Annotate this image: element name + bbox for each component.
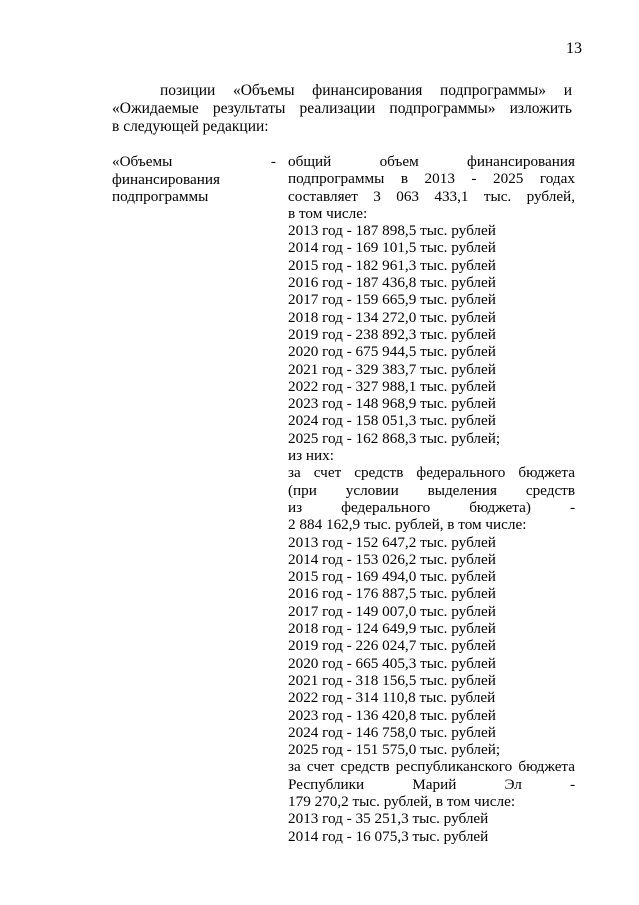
right-line: 2017 год - 149 007,0 тыс. рублей xyxy=(288,602,496,620)
right-line: 2019 год - 226 024,7 тыс. рублей xyxy=(288,637,496,655)
right-line: 2024 год - 158 051,3 тыс. рублей xyxy=(288,412,496,430)
right-line: 2017 год - 159 665,9 тыс. рублей xyxy=(288,291,496,309)
left-line-3: подпрограммы xyxy=(112,188,209,206)
right-line: из федерального бюджета) - xyxy=(288,498,575,516)
right-line: из них: xyxy=(288,447,334,465)
right-line: 2013 год - 35 251,3 тыс. рублей xyxy=(288,810,489,828)
right-line: 2022 год - 314 110,8 тыс. рублей xyxy=(288,689,496,707)
right-line: общий объем финансирования xyxy=(288,153,575,170)
right-line: 2014 год - 169 101,5 тыс. рублей xyxy=(288,239,496,257)
right-line: 2023 год - 136 420,8 тыс. рублей xyxy=(288,706,496,724)
right-line: 2016 год - 176 887,5 тыс. рублей xyxy=(288,585,496,603)
right-line: 2016 год - 187 436,8 тыс. рублей xyxy=(288,274,496,292)
right-line: за счет средств республиканского бюджета xyxy=(288,758,575,776)
right-line: в том числе: xyxy=(288,204,368,222)
right-line: 2 884 162,9 тыс. рублей, в том числе: xyxy=(288,516,527,534)
right-line: (при условии выделения средств xyxy=(288,481,575,499)
right-line: подпрограммы в 2013 - 2025 годах xyxy=(288,170,575,188)
right-line: 2020 год - 675 944,5 тыс. рублей xyxy=(288,343,496,361)
intro-line-2: «Ожидаемые результаты реализации подпрограммы» изложить xyxy=(112,100,572,117)
page-number: 13 xyxy=(566,40,582,57)
right-line: 2015 год - 182 961,3 тыс. рублей xyxy=(288,256,496,274)
right-line: 179 270,2 тыс. рублей, в том числе: xyxy=(288,792,516,810)
left-line-2: финансирования xyxy=(112,170,220,188)
right-line: 2021 год - 318 156,5 тыс. рублей xyxy=(288,671,496,689)
right-line: 2020 год - 665 405,3 тыс. рублей xyxy=(288,654,496,672)
right-line: 2019 год - 238 892,3 тыс. рублей xyxy=(288,325,496,343)
left-line-1: «Объемы - xyxy=(112,153,276,170)
right-line: 2014 год - 153 026,2 тыс. рублей xyxy=(288,550,496,568)
right-line: 2025 год - 151 575,0 тыс. рублей; xyxy=(288,741,501,759)
right-line: 2013 год - 152 647,2 тыс. рублей xyxy=(288,533,496,551)
right-line: 2015 год - 169 494,0 тыс. рублей xyxy=(288,568,496,586)
right-line: за счет средств федерального бюджета xyxy=(288,464,575,482)
right-line: 2023 год - 148 968,9 тыс. рублей xyxy=(288,395,496,413)
left-cell-label xyxy=(112,153,276,206)
right-line: 2018 год - 124 649,9 тыс. рублей xyxy=(288,620,496,638)
right-line: Республики Марий Эл - xyxy=(288,775,575,793)
intro-paragraph xyxy=(112,82,572,136)
right-line: 2025 год - 162 868,3 тыс. рублей; xyxy=(288,429,501,447)
right-line: 2021 год - 329 383,7 тыс. рублей xyxy=(288,360,496,378)
right-cell-content xyxy=(288,153,575,845)
right-line: 2024 год - 146 758,0 тыс. рублей xyxy=(288,723,496,741)
right-line: 2018 год - 134 272,0 тыс. рублей xyxy=(288,308,496,326)
intro-line-1: позиции «Объемы финансирования подпрограммы» и xyxy=(160,82,572,99)
intro-line-3: в следующей редакции: xyxy=(112,118,269,135)
right-line: 2013 год - 187 898,5 тыс. рублей xyxy=(288,222,496,240)
right-line: составляет 3 063 433,1 тыс. рублей, xyxy=(288,187,575,205)
right-line: 2022 год - 327 988,1 тыс. рублей xyxy=(288,377,496,395)
right-line: 2014 год - 16 075,3 тыс. рублей xyxy=(288,827,489,845)
